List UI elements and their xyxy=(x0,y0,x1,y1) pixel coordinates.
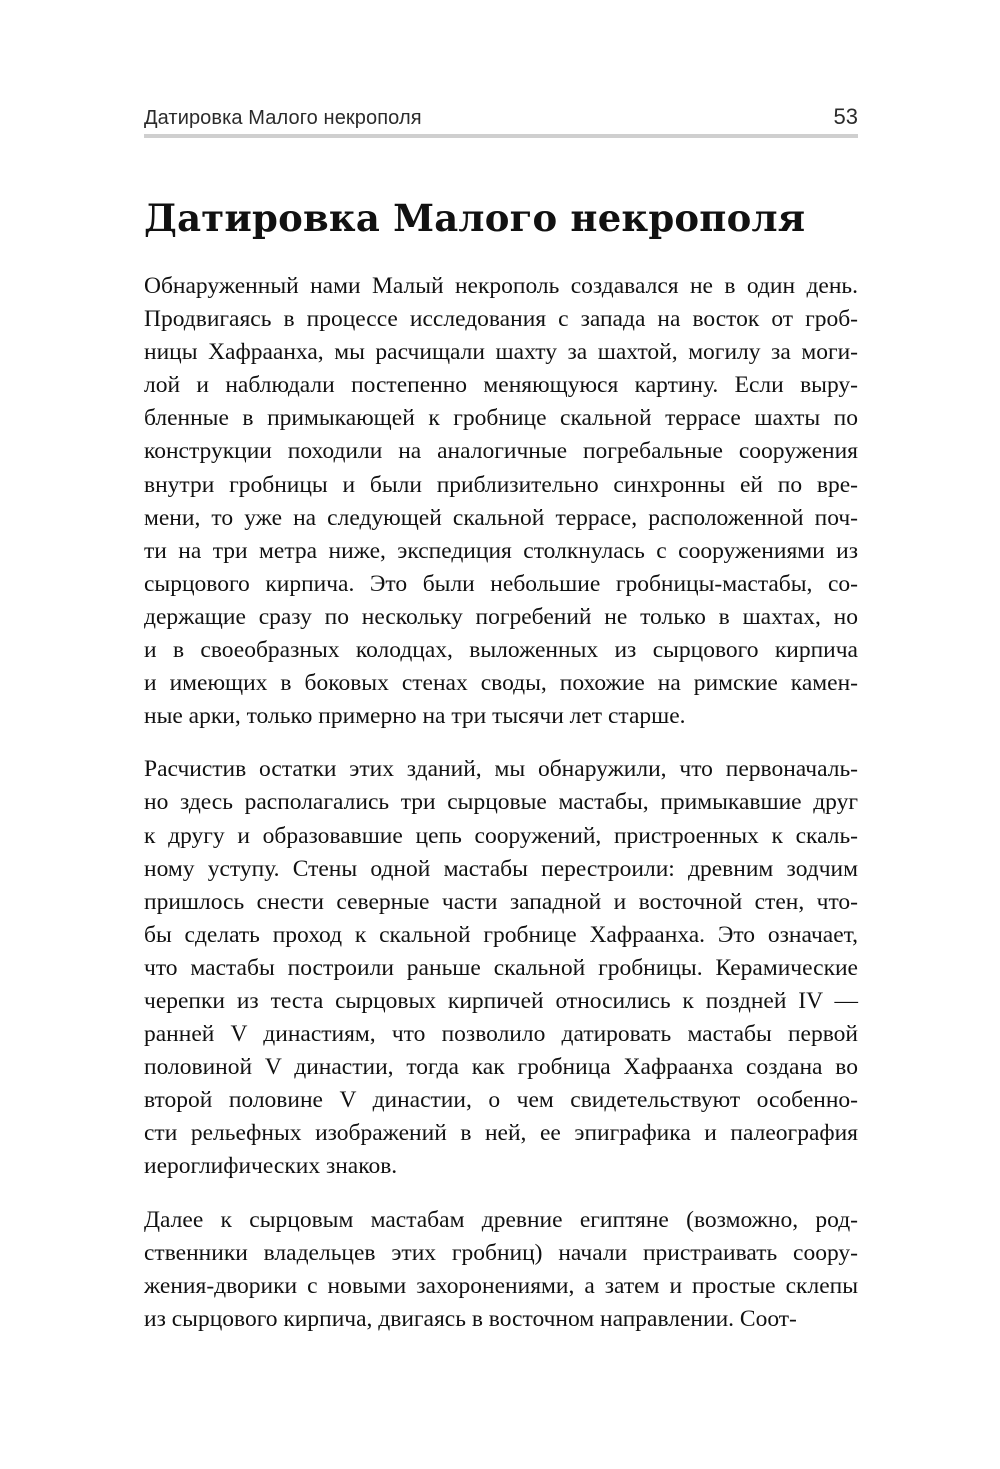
text-line: Обнаруженный нами Малый некрополь создавался не в один день. xyxy=(144,273,858,299)
text-line: внутри гробницы и были приблизительно синхронны ей по вре- xyxy=(144,471,858,498)
body-text xyxy=(144,270,858,1356)
text-line: ти на три метра ниже, экспедиция столкнулась с сооружениями из xyxy=(144,537,858,564)
text-line: лой и наблюдали постепенно меняющуюся картину. Если выру- xyxy=(144,372,858,399)
text-line: Далее к сырцовым мастабам древние египтяне (возможно, род- xyxy=(144,1206,858,1233)
text-line: и имеющих в боковых стенах своды, похожие на римские камен- xyxy=(144,670,858,697)
text-line: второй половине V династии, о чем свидетельствуют особенно- xyxy=(144,1087,858,1114)
text-line: держащие сразу по нескольку погребений не только в шахтах, но xyxy=(144,603,858,630)
text-line: черепки из теста сырцовых кирпичей относились к поздней IV — xyxy=(144,987,858,1014)
text-line: что мастабы построили раньше скальной гробницы. Керамические xyxy=(144,954,858,981)
text-line: половиной V династии, тогда как гробница Хафраанха создана во xyxy=(144,1054,858,1081)
text-line: ному уступу. Стены одной мастабы перестроили: древним зодчим xyxy=(144,855,858,882)
paragraph xyxy=(144,270,858,733)
paragraph xyxy=(144,1204,858,1336)
text-line: пришлось снести северные части западной и восточной стен, что- xyxy=(144,888,858,915)
text-line: сти рельефных изображений в ней, ее эпиграфика и палеография xyxy=(144,1120,858,1147)
paragraph xyxy=(144,753,858,1183)
text-line: Расчистив остатки этих зданий, мы обнаружили, что первоначаль- xyxy=(144,756,858,783)
text-line: сырцового кирпича. Это были небольшие гробницы-мастабы, со- xyxy=(144,570,858,597)
text-line: бы сделать проход к скальной гробнице Хафраанха. Это означает, xyxy=(144,921,858,948)
text-line: иероглифических знаков. xyxy=(144,1153,398,1180)
running-header xyxy=(144,100,858,130)
text-line: конструкции походили на аналогичные погребальные сооружения xyxy=(144,438,858,465)
text-line: мени, то уже на следующей скальной террасе, расположенной поч- xyxy=(144,504,858,531)
text-line: но здесь располагались три сырцовые мастабы, примыкавшие друг xyxy=(144,789,858,816)
running-title: Датировка Малого некрополя xyxy=(144,107,422,129)
text-line: бленные в примыкающей к гробнице скальной террасе шахты по xyxy=(144,405,858,432)
header-rule xyxy=(144,134,858,138)
text-line: к другу и образовавшие цепь сооружений, пристроенных к скаль- xyxy=(144,822,858,849)
text-line: ные арки, только примерно на три тысячи лет старше. xyxy=(144,703,686,730)
page-number: 53 xyxy=(833,104,858,129)
text-line: Продвигаясь в процессе исследования с запада на восток от гроб- xyxy=(144,306,858,333)
text-line: и в своеобразных колодцах, выложенных из сырцового кирпича xyxy=(144,637,858,664)
text-line: ранней V династиям, что позволило датировать мастабы первой xyxy=(144,1021,858,1048)
text-line: ственники владельцев этих гробниц) начали пристраивать соору- xyxy=(144,1239,858,1266)
text-line: жения-дворики с новыми захоронениями, а затем и простые склепы xyxy=(144,1272,858,1299)
text-line: из сырцового кирпича, двигаясь в восточном направлении. Соот- xyxy=(144,1305,797,1332)
text-line: ницы Хафраанха, мы расчищали шахту за шахтой, могилу за моги- xyxy=(144,339,858,366)
chapter-title: Датировка Малого некрополя xyxy=(144,196,806,240)
